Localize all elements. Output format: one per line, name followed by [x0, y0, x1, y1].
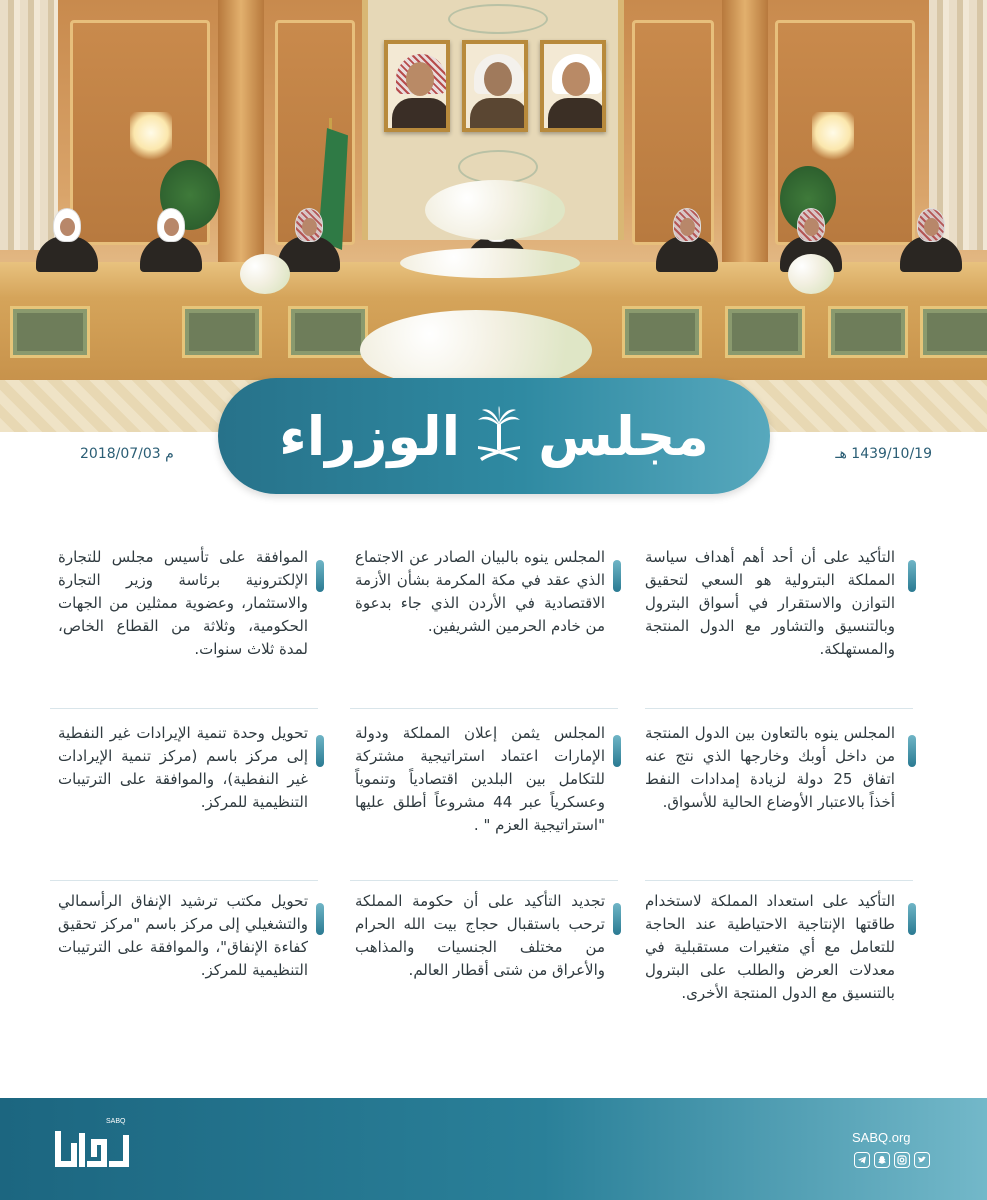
decision-item: التأكيد على استعداد المملكة لاستخدام طاقتها الإنتاجية الاحتياطية عند الحاجة للتعامل مع أي متغيرات مستقبلية في معدلات العرض والطلب على البترول بالتنسيق مع الدول المنتجة الأخرى. [645, 892, 895, 1002]
decision-item: المجلس ينوه بالبيان الصادر عن الاجتماع الذي عقد في مكة المكرمة بشأن الأزمة الاقتصادية في الأردن الذي جاء بدعوة من خادم الحرمين الشريفين. [355, 548, 605, 635]
decision-item: تحويل وحدة تنمية الإيرادات غير النفطية إلى مركز باسم (مركز تنمية الإيرادات غير النفطية)، والموافقة على الترتيبات التنظيمية للمركز. [58, 724, 308, 811]
divider [350, 708, 618, 709]
table-panel [288, 306, 368, 358]
flower-arrangement [240, 254, 290, 294]
palm-and-swords-icon [476, 406, 522, 466]
item-marker [316, 735, 324, 767]
wall-lamp [812, 112, 854, 164]
portrait [462, 40, 528, 132]
pillar [722, 0, 768, 280]
footer-bar [0, 1098, 987, 1200]
person [278, 208, 340, 270]
item-marker [613, 560, 621, 592]
pillar [218, 0, 264, 280]
table-panel [622, 306, 702, 358]
portrait [540, 40, 606, 132]
decision-item: الموافقة على تأسيس مجلس للتجارة الإلكترونية برئاسة وزير التجارة والاستثمار، وعضوية ممثلين من الجهات الحكومية، وثلاثة من القطاع الخاص، لمدة ثلاث سنوات. [58, 548, 308, 658]
decision-item: المجلس يثمن إعلان المملكة ودولة الإمارات اعتماد استراتيجية مشتركة للتكامل بين البلدين اقتصادياً وتنموياً وعسكرياً عبر 44 مشروعاً أطلق عليها "استراتيجية العزم " . [355, 724, 606, 834]
telegram-icon[interactable] [854, 1152, 870, 1168]
table-panel [920, 306, 987, 358]
person [36, 208, 98, 270]
logo-wordmark: SABQ [106, 1118, 126, 1125]
divider [50, 708, 318, 709]
person [900, 208, 962, 270]
item-marker [908, 903, 916, 935]
website-link[interactable]: SABQ.org [852, 1130, 911, 1145]
item-marker [908, 560, 916, 592]
divider [645, 708, 913, 709]
twitter-icon[interactable] [914, 1152, 930, 1168]
table-panel [182, 306, 262, 358]
item-marker [316, 903, 324, 935]
ornament [448, 4, 548, 34]
table-panel [10, 306, 90, 358]
ornament [458, 150, 538, 184]
snapchat-icon[interactable] [874, 1152, 890, 1168]
item-marker [908, 735, 916, 767]
wall-lamp [130, 112, 172, 164]
item-marker [316, 560, 324, 592]
decision-item: المجلس ينوه بالتعاون بين الدول المنتجة من داخل أوبك وخارجها الذي نتج عنه اتفاق 25 دولة لزيادة إمدادات النفط أخذاً بالاعتبار الأوضاع الحالية للأسواق. [645, 724, 895, 811]
header-photo [0, 0, 987, 432]
person [140, 208, 202, 270]
title-word-wuzara: الوزراء [279, 404, 461, 468]
instagram-icon[interactable] [894, 1152, 910, 1168]
item-marker [613, 735, 621, 767]
divider [350, 880, 618, 881]
page-title [218, 378, 770, 494]
decision-item: تجديد التأكيد على أن حكومة المملكة ترحب باستقبال حجاج بيت الله الحرام من مختلف الجنسيات والمذاهب والأعراق من شتى أقطار العالم. [355, 892, 605, 979]
divider [645, 880, 913, 881]
person [656, 208, 718, 270]
divider [50, 880, 318, 881]
flower-arrangement [400, 248, 580, 278]
gregorian-date: 2018/07/03 م [80, 446, 174, 462]
decision-item: التأكيد على أن أحد أهم أهداف سياسة المملكة البترولية هو السعي لتحقيق التوازن والاستقرار في أسواق البترول وبالتنسيق والتشاور مع الدول المنتجة والمستهلكة. [645, 548, 895, 658]
decision-item: تحويل مكتب ترشيد الإنفاق الرأسمالي والتشغيلي إلى مركز باسم "مركز تحقيق كفاءة الإنفاق"، والموافقة على الترتيبات التنظيمية للمركز. [58, 892, 308, 979]
sabq-logo[interactable] [52, 1124, 132, 1174]
portrait [384, 40, 450, 132]
hijri-date: 1439/10/19 هـ [835, 446, 932, 462]
table-panel [828, 306, 908, 358]
flower-arrangement [788, 254, 834, 294]
flower-arrangement [425, 180, 565, 240]
title-word-majlis: مجلس [538, 404, 709, 468]
item-marker [613, 903, 621, 935]
table-panel [725, 306, 805, 358]
